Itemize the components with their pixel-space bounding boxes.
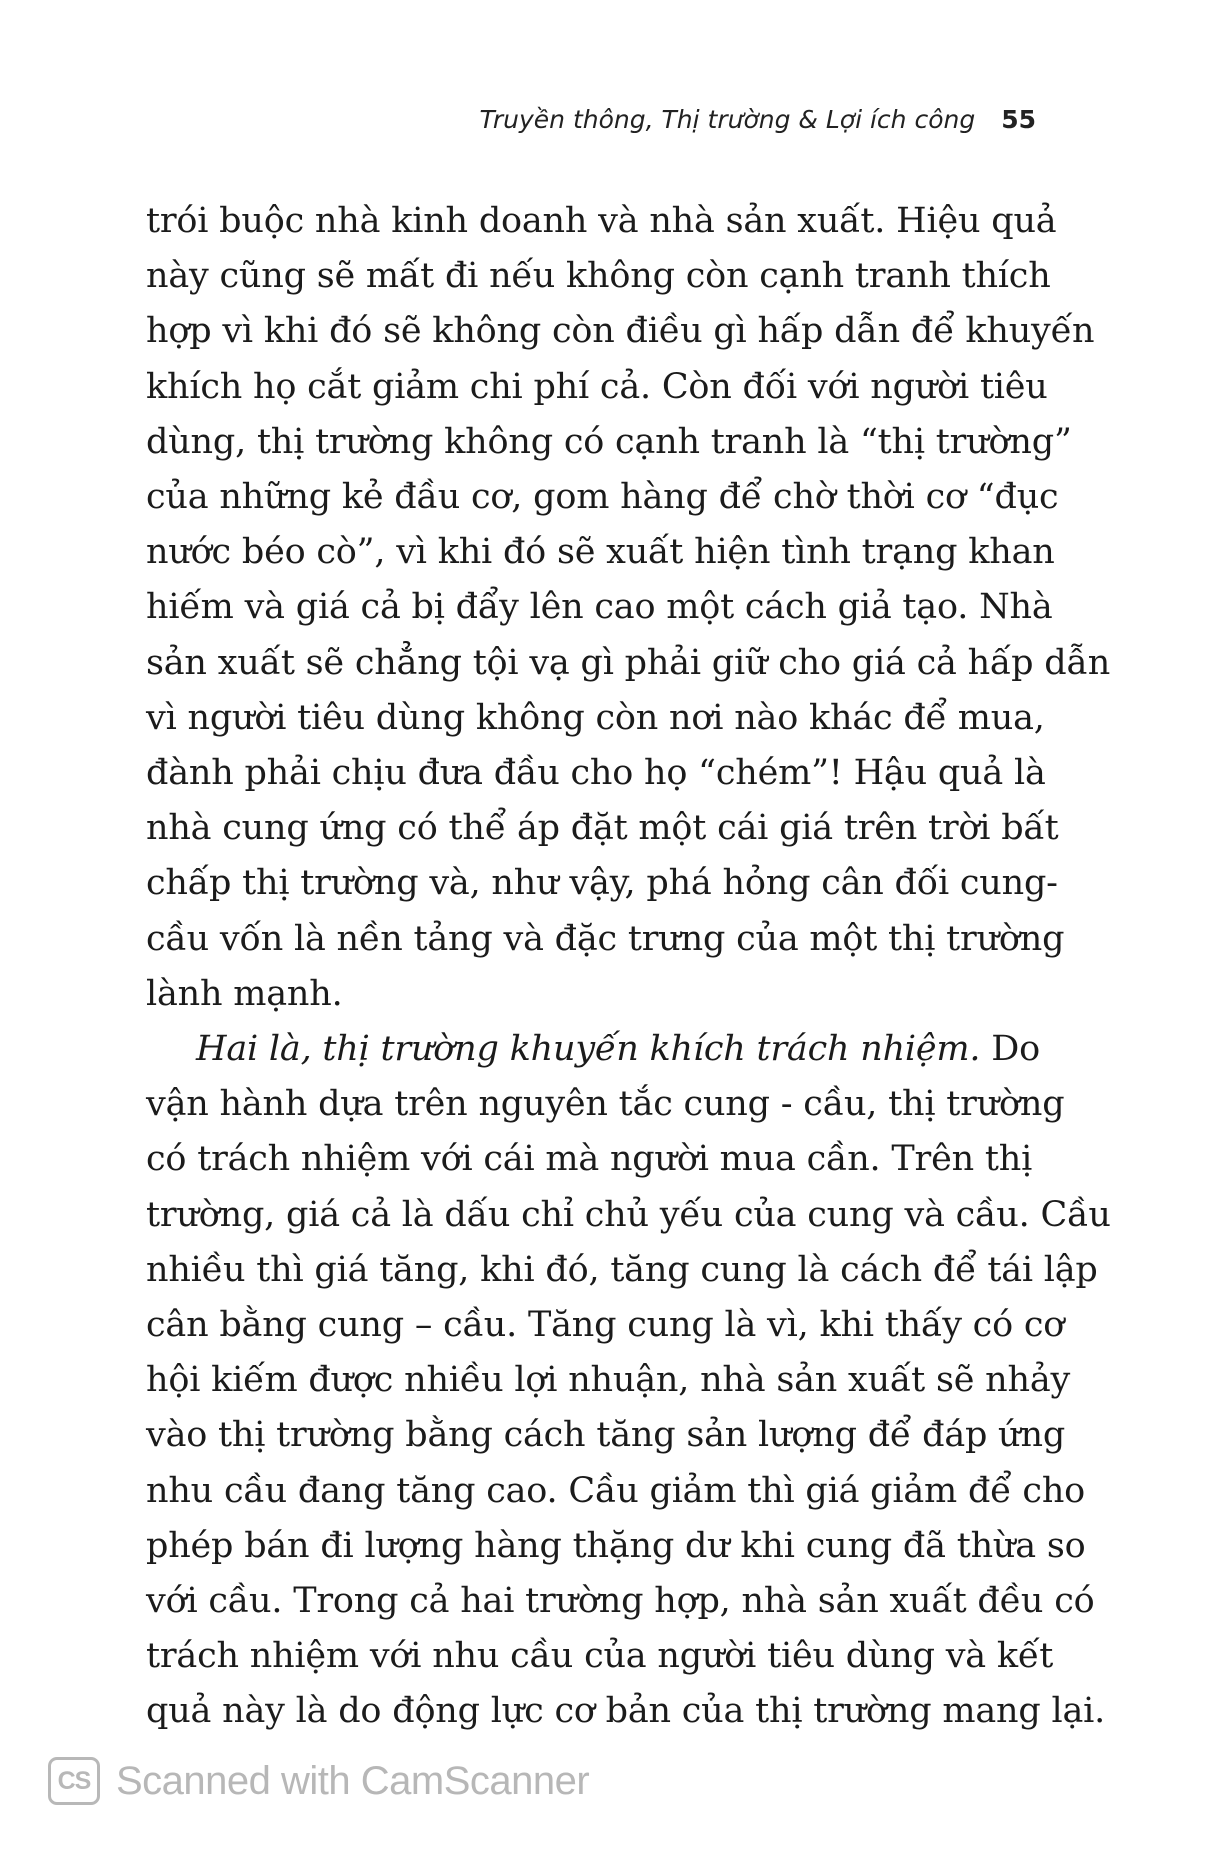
text-line: này cũng sẽ mất đi nếu không còn cạnh tranh thích: [146, 256, 1051, 297]
paragraph-1: [146, 194, 1111, 1022]
text-line: chấp thị trường và, như vậy, phá hỏng cân đối cung-: [146, 863, 1058, 904]
body-text: [146, 194, 1111, 1740]
text-line: [146, 1022, 1041, 1077]
text-line: dùng, thị trường không có cạnh tranh là “thị trường”: [146, 421, 1072, 462]
scanner-label: Scanned with CamScanner: [116, 1758, 590, 1803]
text-line: với cầu. Trong cả hai trường hợp, nhà sản xuất đều có: [146, 1581, 1095, 1622]
text-line: hiếm và giá cả bị đẩy lên cao một cách giả tạo. Nhà: [146, 587, 1053, 628]
lead-continuation: Do: [980, 1029, 1041, 1070]
text-line: hội kiếm được nhiều lợi nhuận, nhà sản xuất sẽ nhảy: [146, 1360, 1071, 1401]
text-line: nhu cầu đang tăng cao. Cầu giảm thì giá giảm để cho: [146, 1470, 1086, 1511]
text-line: cầu vốn là nền tảng và đặc trưng của một thị trường: [146, 918, 1065, 959]
text-line: trách nhiệm với nhu cầu của người tiêu dùng và kết: [146, 1636, 1054, 1677]
text-line: cân bằng cung – cầu. Tăng cung là vì, khi thấy có cơ: [146, 1305, 1065, 1346]
scanner-watermark: [48, 1757, 589, 1805]
text-line: nhà cung ứng có thể áp đặt một cái giá trên trời bất: [146, 808, 1059, 849]
paragraph-lead: Hai là, thị trường khuyến khích trách nhiệm.: [196, 1029, 981, 1070]
camscanner-logo-icon: CS: [48, 1757, 100, 1805]
text-line: đành phải chịu đưa đầu cho họ “chém”! Hậu quả là: [146, 753, 1046, 794]
text-line: phép bán đi lượng hàng thặng dư khi cung đã thừa so: [146, 1525, 1086, 1566]
text-line: vào thị trường bằng cách tăng sản lượng để đáp ứng: [146, 1415, 1066, 1456]
text-line: nhiều thì giá tăng, khi đó, tăng cung là cách để tái lập: [146, 1249, 1098, 1290]
text-line: trường, giá cả là dấu chỉ chủ yếu của cung và cầu. Cầu: [146, 1194, 1111, 1235]
text-line: của những kẻ đầu cơ, gom hàng để chờ thời cơ “đục: [146, 477, 1059, 518]
text-line: nước béo cò”, vì khi đó sẽ xuất hiện tình trạng khan: [146, 532, 1055, 573]
text-line: sản xuất sẽ chẳng tội vạ gì phải giữ cho giá cả hấp dẫn: [146, 642, 1111, 683]
text-line: quả này là do động lực cơ bản của thị trường mang lại.: [146, 1691, 1106, 1732]
page-number: 55: [1001, 105, 1036, 134]
running-header: [480, 105, 1036, 134]
running-title: Truyền thông, Thị trường & Lợi ích công: [479, 105, 976, 134]
text-line: khích họ cắt giảm chi phí cả. Còn đối với người tiêu: [146, 366, 1048, 407]
paragraph-2: [146, 1022, 1111, 1740]
text-line: có trách nhiệm với cái mà người mua cần. Trên thị: [146, 1139, 1033, 1180]
text-line: trói buộc nhà kinh doanh và nhà sản xuất. Hiệu quả: [146, 201, 1057, 241]
text-line: hợp vì khi đó sẽ không còn điều gì hấp dẫn để khuyến: [146, 311, 1095, 352]
text-line: lành mạnh.: [146, 973, 343, 1014]
text-line: vì người tiêu dùng không còn nơi nào khác để mua,: [146, 697, 1045, 738]
text-line: vận hành dựa trên nguyên tắc cung - cầu, thị trường: [146, 1084, 1065, 1125]
